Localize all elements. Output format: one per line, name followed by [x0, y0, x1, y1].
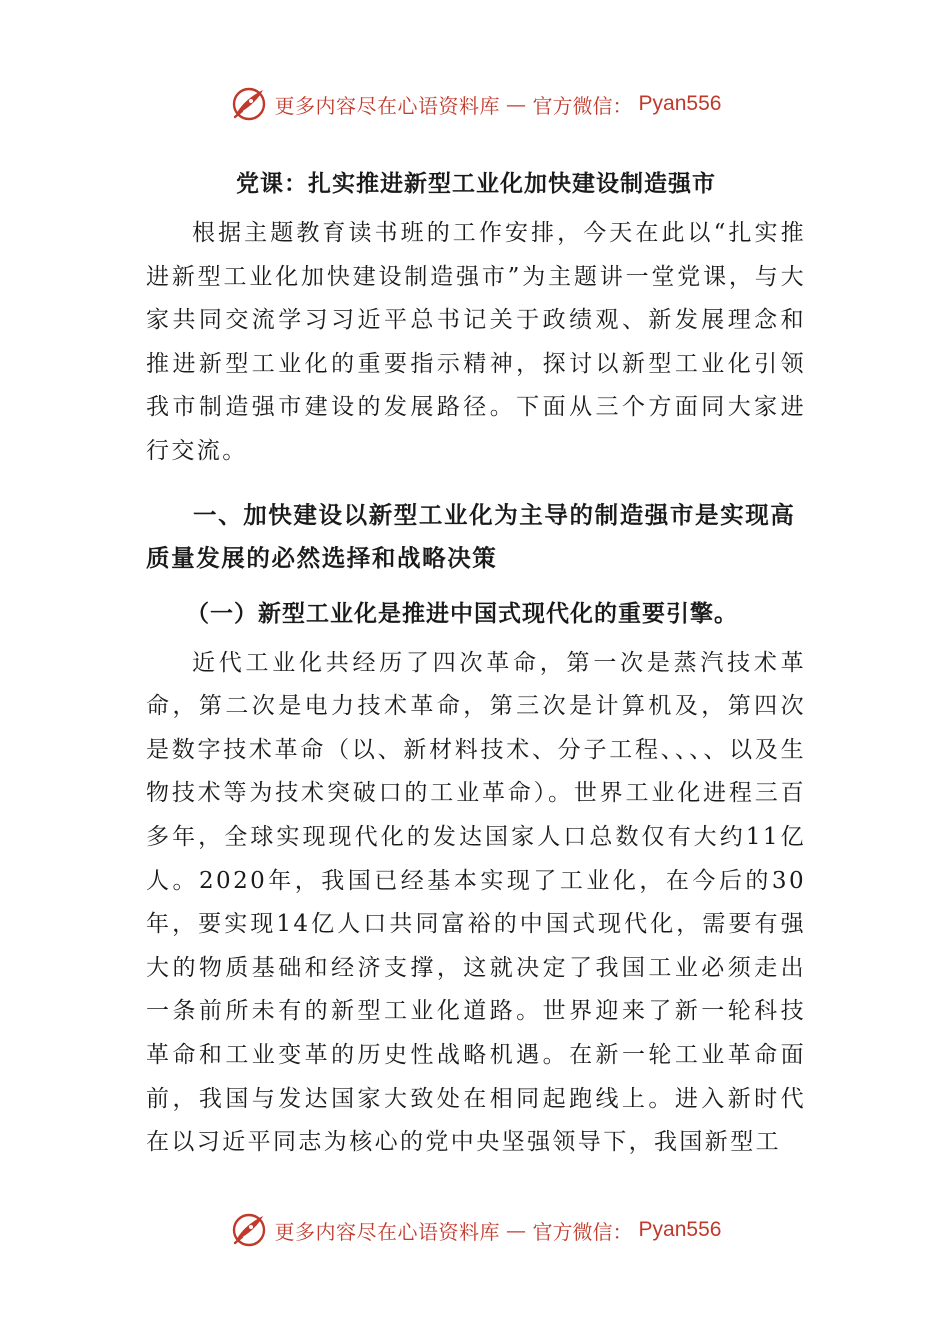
banner-wechat-id: Pyan556 — [638, 1218, 722, 1241]
banner-wechat-label: 官方微信： — [532, 93, 633, 118]
pen-logo-icon — [229, 84, 269, 124]
document-body — [146, 162, 806, 1165]
document-title: 党课：扎实推进新型工业化加快建设制造强市 — [236, 171, 716, 197]
banner-wechat-label: 官方微信： — [532, 1219, 633, 1244]
section-heading: 一、加快建设以新型工业化为主导的制造强市是实现高质量发展的必然选择和战略决策 — [146, 500, 796, 572]
banner-title: 更多内容尽在心语资料库 — [274, 93, 501, 118]
banner-dash: — — [506, 1218, 527, 1242]
subsection-heading: （一）新型工业化是推进中国式现代化的重要引擎。 — [186, 600, 738, 627]
banner-wechat-id: Pyan556 — [638, 92, 722, 115]
pen-logo-icon — [229, 1210, 269, 1250]
banner-title: 更多内容尽在心语资料库 — [274, 1219, 501, 1244]
header-banner — [0, 82, 950, 126]
body-paragraph: 近代工业化共经历了四次革命，第一次是蒸汽技术革命，第二次是电力技术革命，第三次是计算机及，第四次是数字技术革命（以、新材料技术、分子工程、、、、以及生物技术等为技术突破口的工业革命）。世界工业化进程三百多年，全球实现现代化的发达国家人口总数仅有大约11亿人。2020年，我国已经基本实现了工业化，在今后的30年，要实现14亿人口共同富裕的中国式现代化，需要有强大的物质基础和经济支撑，这就决定了我国工业必须走出一条前所未有的新型工业化道路。世界迎来了新一轮科技革命和工业变革的历史性战略机遇。在新一轮工业革命面前，我国与发达国家大致处在相同起跑线上。进入新时代在以习近平同志为核心的党中央坚强领导下，我国新型工 — [146, 649, 806, 1156]
intro-paragraph: 根据主题教育读书班的工作安排，今天在此以“扎实推进新型工业化加快建设制造强市”为主题讲一堂党课，与大家共同交流学习习近平总书记关于政绩观、新发展理念和推进新型工业化的重要指示精神，探讨以新型工业化引领我市制造强市建设的发展路径。下面从三个方面同大家进行交流。 — [146, 220, 806, 464]
footer-banner — [0, 1208, 950, 1252]
banner-dash: — — [506, 92, 527, 116]
